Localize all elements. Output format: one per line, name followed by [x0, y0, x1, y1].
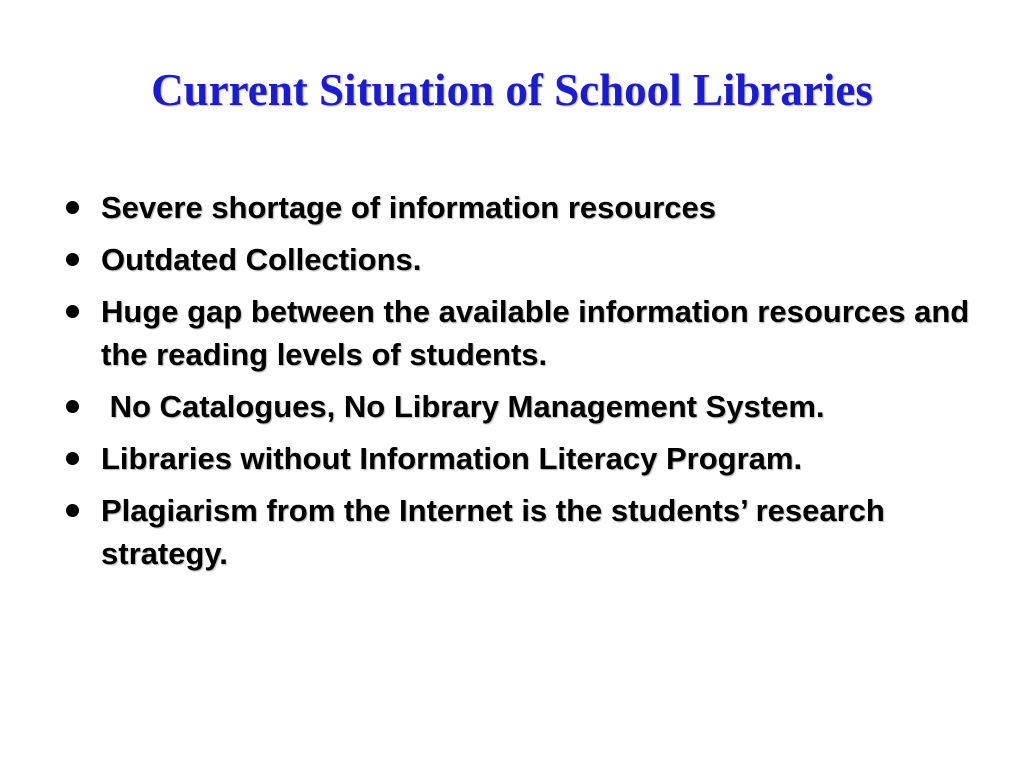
bullet-text: Severe shortage of information resources — [101, 190, 717, 225]
slide-title: Current Situation of School Libraries — [151, 65, 873, 115]
bullet-text: Huge gap between the available information resources and the reading levels of students. — [101, 294, 978, 372]
bullet-dot-icon — [66, 305, 79, 318]
bullet-text: Libraries without Information Literacy Program. — [101, 441, 803, 476]
bullet-item — [62, 489, 992, 575]
bullet-list — [62, 186, 992, 584]
bullet-item — [62, 385, 992, 428]
bullet-text: No Catalogues, No Library Management System. — [101, 389, 825, 424]
bullet-item — [62, 238, 992, 281]
bullet-dot-icon — [66, 253, 79, 266]
bullet-dot-icon — [66, 504, 79, 517]
bullet-dot-icon — [66, 400, 79, 413]
bullet-text: Plagiarism from the Internet is the students’ research strategy. — [101, 493, 894, 571]
bullet-text: Outdated Collections. — [101, 242, 422, 277]
bullet-dot-icon — [66, 201, 79, 214]
bullet-dot-icon — [66, 452, 79, 465]
bullet-item — [62, 290, 992, 376]
bullet-item — [62, 437, 992, 480]
bullet-item — [62, 186, 992, 229]
